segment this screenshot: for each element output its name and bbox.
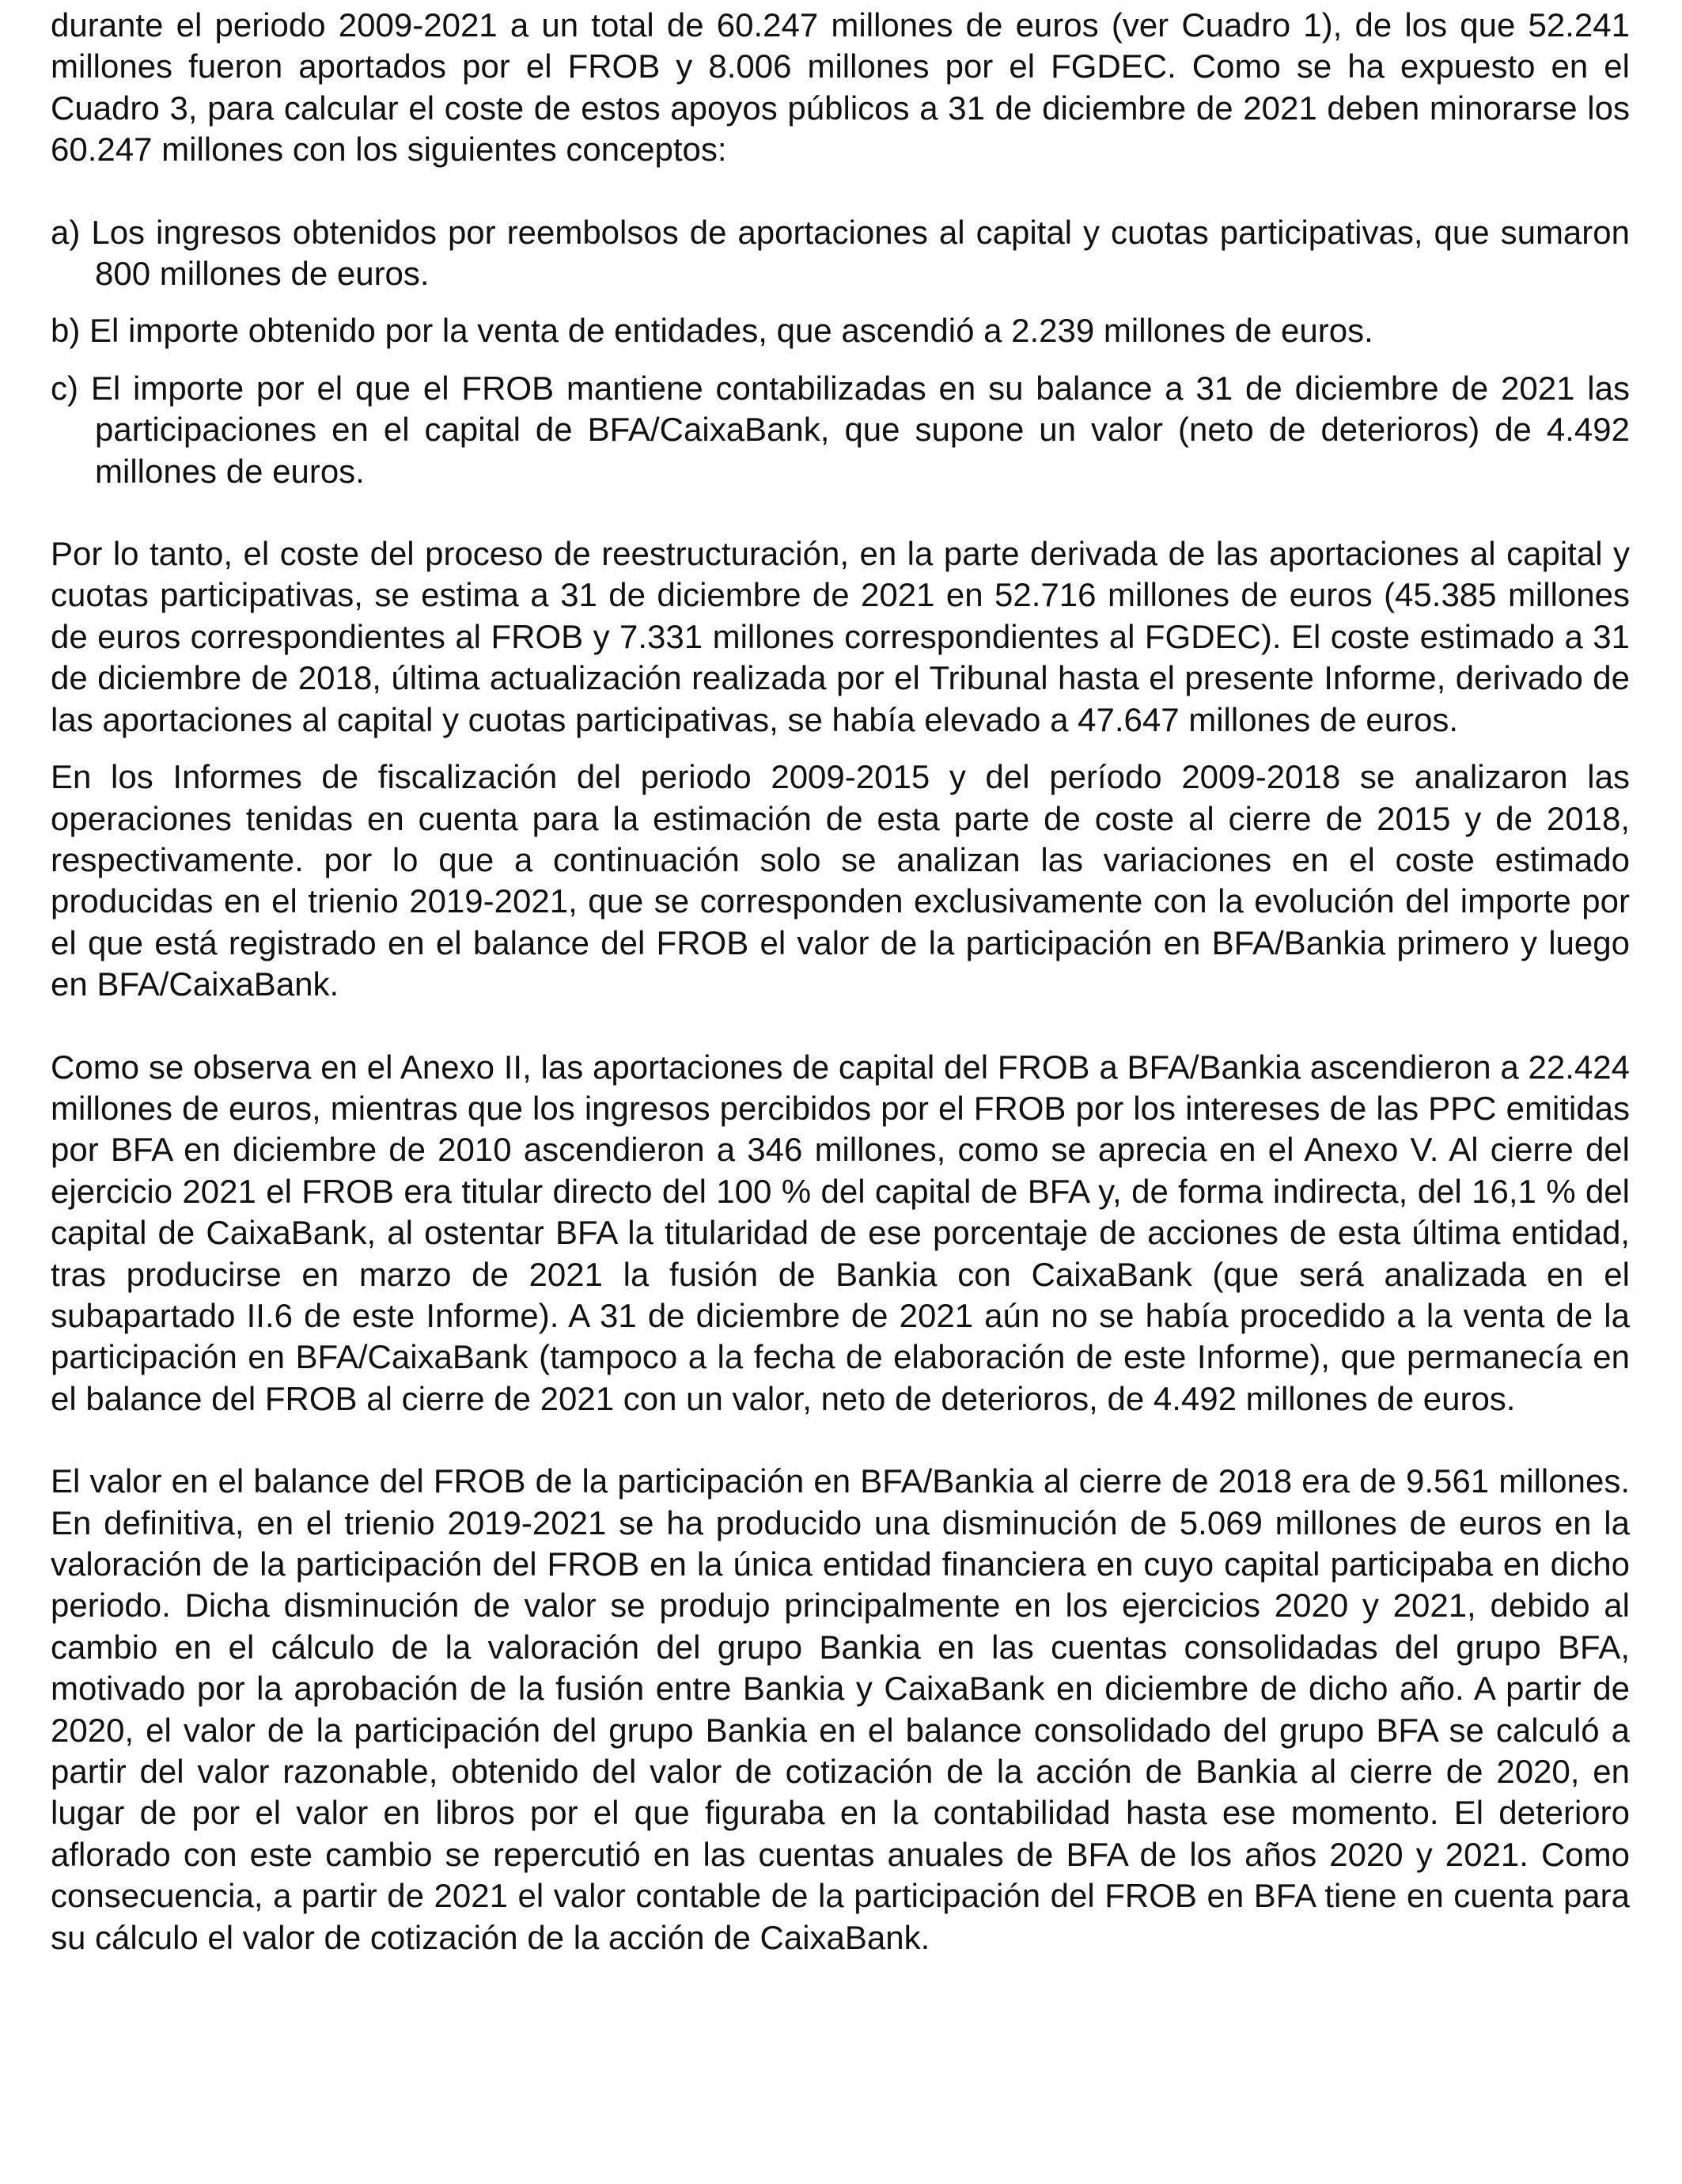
paragraph-valor: El valor en el balance del FROB de la participación en BFA/Bankia al cierre de 2018 era de 9.561 millones. En definitiva, en el trienio 2019-2021 se ha producido una disminución de 5.069 millones de euros en la valoración de la participación del FROB en la única entidad financiera en cuyo capital participaba en dicho periodo. Dicha disminución de valor se produjo principalmente en los ejercicios 2020 y 2021, debido al cambio en el cálculo de la valoración del grupo Bankia en las cuentas consolidadas del grupo BFA, motivado por la aprobación de la fusión entre Bankia y CaixaBank en diciembre de dicho año. A partir de 2020, el valor de la participación del grupo Bankia en el balance consolidado del grupo BFA se calculó a partir del valor razonable, obtenido del valor de cotización de la acción de Bankia al cierre de 2020, en lugar de por el valor en libros por el que figuraba en la contabilidad hasta ese momento. El deterioro aflorado con este cambio se repercutió en las cuentas anuales de BFA de los años 2020 y 2021. Como consecuencia, a partir de 2021 el valor contable de la participación del FROB en BFA tiene en cuenta para su cálculo el valor de cotización de la acción de CaixaBank. bbox=[51, 1462, 1630, 1956]
list-item-a: a) Los ingresos obtenidos por reembolsos de aportaciones al capital y cuotas participativas, que sumaron 800 millones de euros. bbox=[51, 213, 1630, 293]
paragraph-anexo: Como se observa en el Anexo II, las aportaciones de capital del FROB a BFA/Bankia ascendieron a 22.424 millones de euros, mientras que los ingresos percibidos por el FROB por los intereses de las PPC emitidas por BFA en diciembre de 2010 ascendieron a 346 millones, como se aprecia en el Anexo V. Al cierre del ejercicio 2021 el FROB era titular directo del 100 % del capital de BFA y, de forma indirecta, del 16,1 % del capital de CaixaBank, al ostentar BFA la titularidad de ese porcentaje de acciones de esta última entidad, tras producirse en marzo de 2021 la fusión de Bankia con CaixaBank (que será analizada en el subapartado II.6 de este Informe). A 31 de diciembre de 2021 aún no se había procedido a la venta de la participación en BFA/CaixaBank (tampoco a la fecha de elaboración de este Informe), que permanecía en el balance del FROB al cierre de 2021 con un valor, neto de deterioros, de 4.492 millones de euros. bbox=[51, 1048, 1630, 1417]
list-item-c: c) El importe por el que el FROB mantiene contabilizadas en su balance a 31 de diciembre de 2021 las participaciones en el capital de BFA/CaixaBank, que supone un valor (neto de deterioros) de 4.492 millones de euros. bbox=[51, 369, 1630, 490]
paragraph-intro: durante el periodo 2009-2021 a un total de 60.247 millones de euros (ver Cuadro 1), de los que 52.241 millones fueron aportados por el FROB y 8.006 millones por el FGDEC. Como se ha expuesto en el Cuadro 3, para calcular el coste de estos apoyos públicos a 31 de diciembre de 2021 deben minorarse los 60.247 millones con los siguientes conceptos: bbox=[51, 6, 1630, 169]
document-page bbox=[51, 5, 1630, 1958]
paragraph-coste: Por lo tanto, el coste del proceso de reestructuración, en la parte derivada de las aportaciones al capital y cuotas participativas, se estima a 31 de diciembre de 2021 en 52.716 millones de euros (45.385 millones de euros correspondientes al FROB y 7.331 millones correspondientes al FGDEC). El coste estimado a 31 de diciembre de 2018, última actualización realizada por el Tribunal hasta el presente Informe, derivado de las aportaciones al capital y cuotas participativas, se había elevado a 47.647 millones de euros. bbox=[51, 535, 1630, 738]
paragraph-informes: En los Informes de fiscalización del periodo 2009-2015 y del período 2009-2018 se analizaron las operaciones tenidas en cuenta para la estimación de esta parte de coste al cierre de 2015 y de 2018, respectivamente. por lo que a continuación solo se analizan las variaciones en el coste estimado producidas en el trienio 2019-2021, que se corresponden exclusivamente con la evolución del importe por el que está registrado en el balance del FROB el valor de la participación en BFA/Bankia primero y luego en BFA/CaixaBank. bbox=[51, 758, 1630, 1003]
list-item-b: b) El importe obtenido por la venta de entidades, que ascendió a 2.239 millones de euros. bbox=[51, 312, 1373, 350]
